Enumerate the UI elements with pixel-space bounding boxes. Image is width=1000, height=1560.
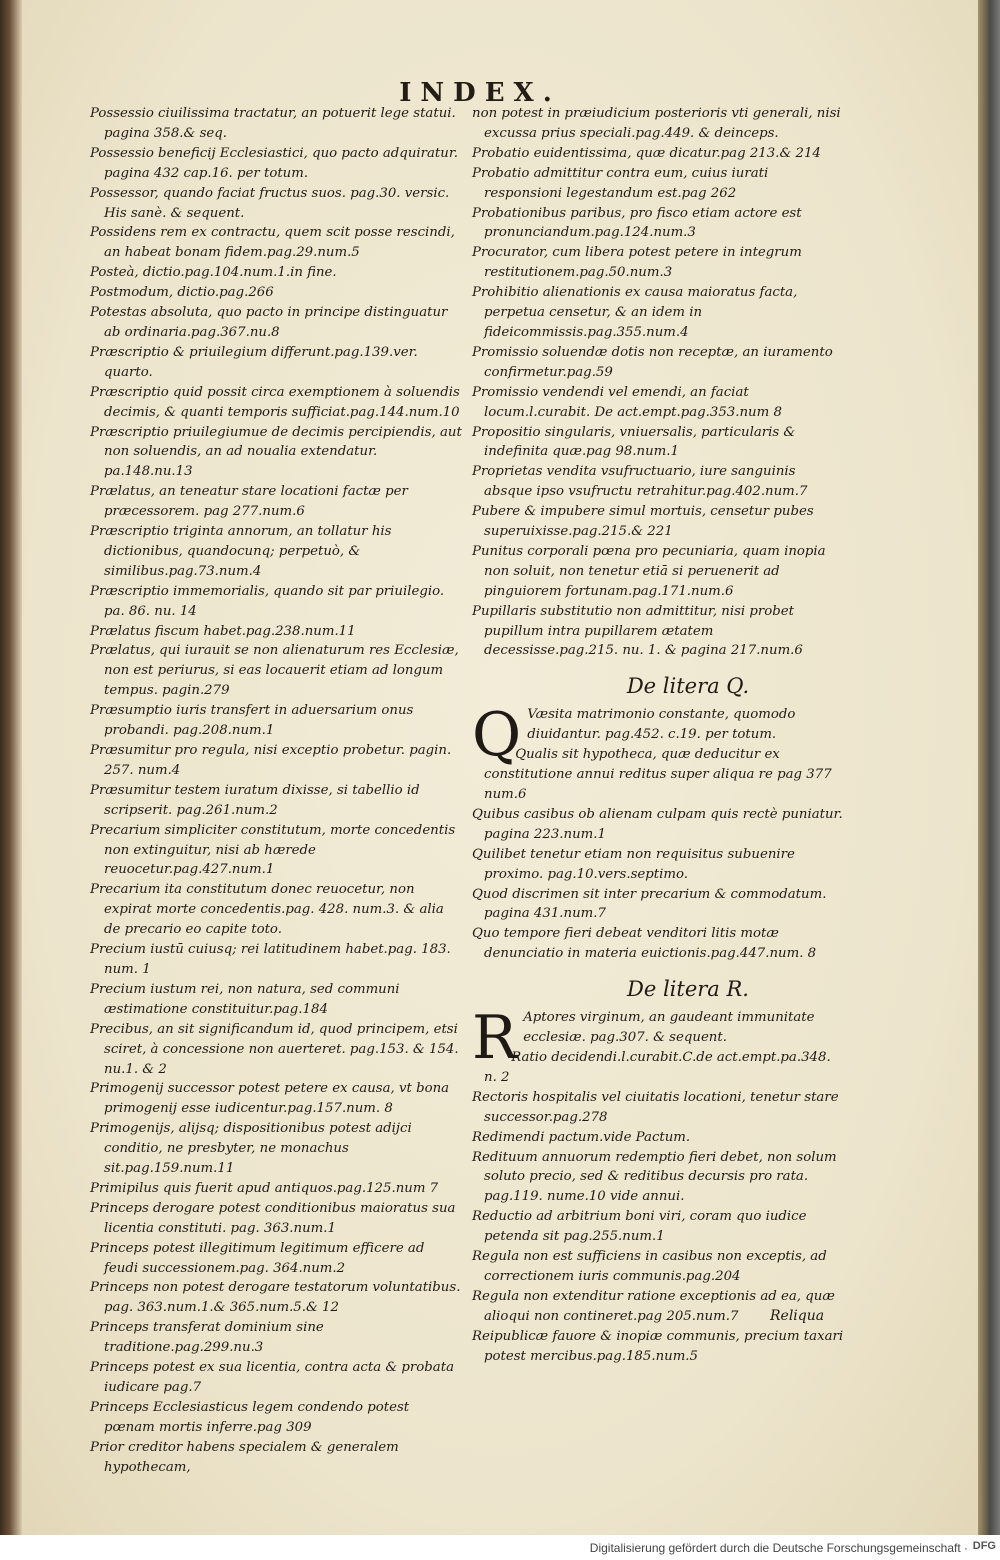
funding-notice: Digitalisierung gefördert durch die Deutsche Forschungsgemeinschaft · — [589, 1541, 968, 1555]
index-entry: Propositio singularis, vniuersalis, particularis & indefinita quæ.pag 98.num.1 — [472, 424, 796, 460]
index-entry: Quod discrimen sit inter precarium & commodatum. pagina 431.num.7 — [472, 886, 827, 922]
index-entry: Redituum annuorum redemptio fieri debet, non solum soluto precio, sed & reditibus decursis pro rata. pag.119. nume.10 vide annui. — [472, 1149, 837, 1205]
index-entry: Prohibitio alienationis ex causa maioratus facta, perpetua censetur, & an idem in fideicommissis.pag.355.num.4 — [472, 285, 798, 340]
index-entry: Præscriptio quid possit circa exemptionem à soluendis decimis, & quanti temporis sufficiat.pag.144.num.10 — [90, 384, 460, 420]
index-entry: Rectoris hospitalis vel ciuitatis locationi, tenetur stare successor.pag.278 — [472, 1089, 839, 1125]
drop-cap-q: Q — [472, 700, 522, 771]
index-entry: Reipublicæ fauore & inopiæ communis, precium taxari potest mercibus.pag.185.num.5 — [472, 1328, 844, 1364]
index-entry: Primogenij successor potest petere ex causa, vt bona primogenij esse iudicentur.pag.157.num. 8 — [90, 1081, 450, 1117]
index-entry: Precium iustū cuiusq; rei latitudinem habet.pag. 183. num. 1 — [90, 942, 451, 977]
section-q-block — [472, 700, 844, 964]
index-entry: Reductio ad arbitrium boni viri, coram quo iudice petenda sit pag.255.num.1 — [472, 1209, 807, 1245]
index-entry: Princeps derogare potest conditionibus maioratus sua licentia constituti. pag. 363.num.1 — [90, 1200, 456, 1236]
index-entry: Precarium ita constitutum donec reuocetur, non expirat morte concedentis.pag. 428. num.3. & alia de precario eo capite toto. — [90, 882, 444, 938]
index-entry: Precarium simpliciter constitutum, morte concedentis non extinguitur, nisi ab hærede reuocetur.pag.427.num.1 — [90, 822, 456, 878]
index-entry: Posteà, dictio.pag.104.num.1.in fine. — [90, 265, 337, 281]
index-entry: Possessio ciuilissima tractatur, an potuerit lege statui. pagina 358.& seq. — [90, 106, 456, 141]
index-entry: Probatio admittitur contra eum, cuius iurati responsioni legestandum est.pag 262 — [472, 165, 769, 201]
index-entry: Precibus, an sit significandum id, quod principem, etsi sciret, à concessione non auerteret. pag.153. & 154. nu.1. & 2 — [90, 1021, 459, 1077]
index-entry: Præsumitur testem iuratum dixisse, si tabellio id scripserit. pag.261.num.2 — [90, 782, 420, 818]
index-entry: Quilibet tenetur etiam non requisitus subuenire proximo. pag.10.vers.septimo. — [472, 846, 795, 882]
index-entry: Promissio soluendæ dotis non receptæ, an iuramento confirmetur.pag.59 — [472, 344, 833, 380]
left-column — [90, 104, 462, 1478]
index-entry: Præscriptio triginta annorum, an tollatur his dictionibus, quandocunq; perpetuò, & similibus.pag.73.num.4 — [90, 524, 392, 579]
index-entry: Regula non est sufficiens in casibus non exceptis, ad correctionem iuris communis.pag.204 — [472, 1249, 827, 1284]
index-entry: Prælatus fiscum habet.pag.238.num.11 — [90, 623, 356, 639]
drop-cap-r: R — [472, 1003, 518, 1074]
index-entry: Ratio decidendi.l.curabit.C.de act.empt.pa.348. n. 2 — [484, 1049, 831, 1085]
index-entry: Primipilus quis fuerit apud antiquos.pag.125.num 7 — [90, 1180, 439, 1196]
index-entry: Væsita matrimonio constante, quomodo diuidantur. pag.452. c.19. per totum. — [527, 707, 796, 743]
page-header: INDEX. — [399, 78, 561, 108]
index-entry: Qualis sit hypotheca, quæ deducitur ex constitutione annui reditus super aliqua re pag 377 num.6 — [484, 747, 832, 802]
section-q-entries — [472, 745, 844, 964]
index-entry: Præscriptio priuilegiumue de decimis percipiendis, aut non soluendis, an ad noualia extendatur. pa.148.nu.13 — [90, 424, 462, 480]
right-p-entries — [472, 104, 844, 661]
index-entry: Probationibus paribus, pro fisco etiam actore est pronunciandum.pag.124.num.3 — [472, 205, 802, 241]
index-entry: Prælatus, an teneatur stare locationi factæ per præcessorem. pag 277.num.6 — [90, 484, 408, 520]
index-entry: Procurator, cum libera potest petere in integrum restitutionem.pag.50.num.3 — [472, 245, 802, 281]
index-entry: Quo tempore fieri debeat venditori litis motæ denunciatio in materia euictionis.pag.447.num. 8 — [472, 926, 817, 962]
index-entry: Princeps potest illegitimum legitimum efficere ad feudi successionem.pag. 364.num.2 — [90, 1240, 425, 1276]
index-entry: Possessio beneficij Ecclesiastici, quo pacto adquiratur. pagina 432 cap.16. per totum. — [90, 145, 458, 181]
index-entry: Princeps non potest derogare testatorum voluntatibus. pag. 363.num.1.& 365.num.5.& 12 — [90, 1280, 461, 1316]
index-entry: Præscriptio & priuilegium differunt.pag.139.ver. quarto. — [90, 344, 418, 380]
index-entry: Regula non extenditur ratione exceptionis ad ea, quæ alioqui non contineret.pag 205.num.7 — [472, 1288, 835, 1324]
catchword: Reliqua — [770, 1308, 825, 1324]
index-entry: Primogenijs, alijsq; dispositionibus potest adijci conditio, ne presbyter, ne monachus sit.pag.159.num.11 — [90, 1121, 412, 1177]
index-entry: Postmodum, dictio.pag.266 — [90, 285, 274, 301]
index-entry: Punitus corporali pœna pro pecuniaria, quam inopia non soluit, non tenetur etiā si peruenerit ad pinguiorem fortunam.pag.171.num.6 — [472, 543, 826, 599]
index-entry: Precium iustum rei, non natura, sed communi æstimatione constituitur.pag.184 — [90, 981, 400, 1017]
index-entry: Princeps potest ex sua licentia, contra acta & probata iudicare pag.7 — [90, 1360, 455, 1395]
section-q-heading: De litera Q. — [626, 674, 750, 699]
index-entry: Prælatus, qui iurauit se non alienaturum res Ecclesiæ, non est periurus, si eas locauerit etiam ad longum tempus. pagin.279 — [90, 643, 459, 699]
index-entry: Pubere & impubere simul mortuis, censetur pubes superuixisse.pag.215.& 221 — [472, 504, 814, 540]
dfg-logo: DFG — [972, 1540, 996, 1552]
index-entry: Redimendi pactum.vide Pactum. — [472, 1129, 691, 1145]
index-entry: Princeps Ecclesiasticus legem condendo potest pœnam mortis inferre.pag 309 — [90, 1399, 410, 1435]
footer-bar — [0, 1535, 1000, 1560]
index-entry: Præsumitur pro regula, nisi exceptio probetur. pagin. 257. num.4 — [90, 743, 452, 778]
index-entry: Quibus casibus ob alienam culpam quis rectè puniatur. pagina 223.num.1 — [472, 806, 843, 842]
index-entry: Possessor, quando faciat fructus suos. pag.30. versic. His sanè. & sequent. — [90, 185, 450, 221]
right-column — [472, 104, 844, 1366]
index-entry: Præsumptio iuris transfert in aduersarium onus probandi. pag.208.num.1 — [90, 703, 414, 739]
index-entry: Promissio vendendi vel emendi, an faciat locum.l.curabit. De act.empt.pag.353.num 8 — [472, 384, 782, 420]
index-entry: non potest in præiudicium posterioris vti generali, nisi excussa prius speciali.pag.449. & deinceps. — [472, 106, 841, 141]
index-entry: Probatio euidentissima, quæ dicatur.pag 213.& 214 — [472, 145, 821, 161]
index-entry: Proprietas vendita vsufructuario, iure sanguinis absque ipso vsufructu retrahitur.pag.402.num.7 — [472, 464, 808, 500]
index-entry: Pupillaris substitutio non admittitur, nisi probet pupillum intra pupillarem ætatem decessisse.pag.215. nu. 1. & pagina 217.num.6 — [472, 603, 803, 659]
section-r-heading: De litera R. — [627, 977, 749, 1002]
index-entry: Possidens rem ex contractu, quem scit posse rescindi, an habeat bonam fidem.pag.29.num.5 — [90, 225, 455, 261]
index-entry: Præscriptio immemorialis, quando sit par priuilegio. pa. 86. nu. 14 — [90, 583, 445, 619]
index-entry: Prior creditor habens specialem & generalem hypothecam, — [90, 1439, 399, 1475]
index-entry: Potestas absoluta, quo pacto in principe distinguatur ab ordinaria.pag.367.nu.8 — [90, 305, 448, 340]
index-entry: Princeps transferat dominium sine traditione.pag.299.nu.3 — [90, 1320, 324, 1356]
index-entry: Aptores virginum, an gaudeant immunitate ecclesiæ. pag.307. & sequent. — [523, 1010, 815, 1046]
